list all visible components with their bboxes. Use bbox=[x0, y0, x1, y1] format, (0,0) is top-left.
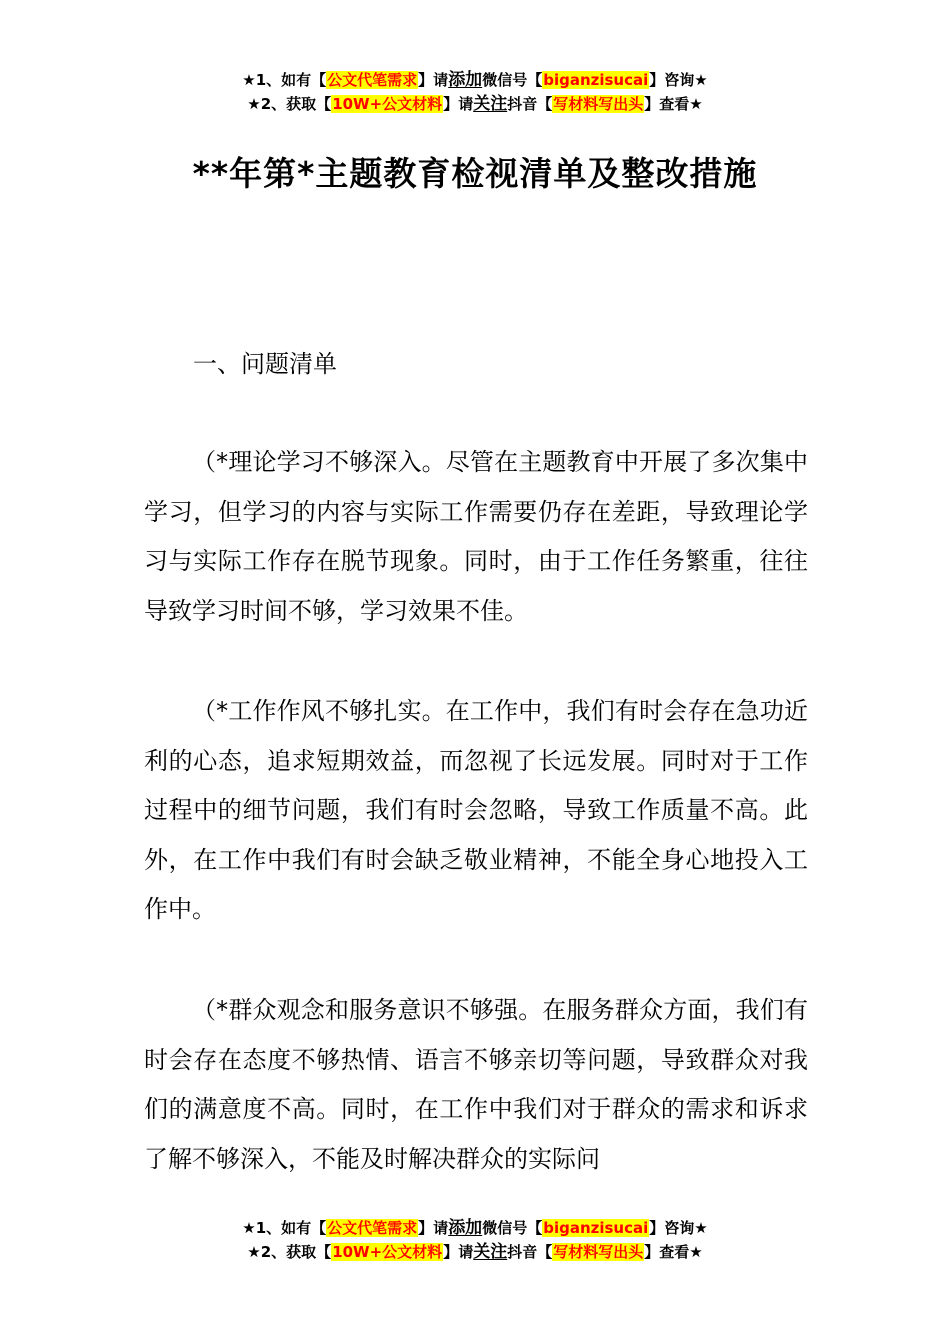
banner-text: 】请 bbox=[418, 71, 449, 89]
footer-banner bbox=[0, 1216, 950, 1264]
wechat-id: biganzisucai bbox=[543, 1219, 649, 1237]
banner-line-2 bbox=[0, 92, 950, 116]
highlight-text: 公文代笔需求 bbox=[327, 71, 418, 89]
banner-text: 抖音【 bbox=[507, 95, 553, 113]
banner-text: 】查看★ bbox=[644, 95, 703, 113]
underlined-text: 关注 bbox=[473, 94, 508, 114]
banner-text: ★2、获取【 bbox=[247, 1243, 332, 1261]
underlined-text: 关注 bbox=[473, 1242, 508, 1262]
banner-text: 微信号【 bbox=[482, 1219, 543, 1237]
banner-text: 微信号【 bbox=[482, 71, 543, 89]
header-banner bbox=[0, 68, 950, 116]
highlight-text: 10W+公文材料 bbox=[332, 1243, 443, 1261]
paragraph-public-service: （*群众观念和服务意识不够强。在服务群众方面，我们有时会存在态度不够热情、语言不够亲切等问题，导致群众对我们的满意度不高。同时，在工作中我们对于群众的需求和诉求了解不够深入，不能及时解决群众的实际问 bbox=[144, 996, 808, 1173]
section-heading: 一、问题清单 bbox=[193, 350, 337, 378]
wechat-id: biganzisucai bbox=[543, 71, 649, 89]
banner-text: ★2、获取【 bbox=[247, 95, 332, 113]
banner-text: 抖音【 bbox=[507, 1243, 553, 1261]
banner-line-1 bbox=[0, 68, 950, 92]
banner-text: 】咨询★ bbox=[649, 1219, 708, 1237]
douyin-id: 写材料写出头 bbox=[553, 95, 644, 113]
banner-line-2 bbox=[0, 1240, 950, 1264]
douyin-id: 写材料写出头 bbox=[553, 1243, 644, 1261]
banner-text: ★1、如有【 bbox=[242, 1219, 327, 1237]
paragraph-theory-study: （*理论学习不够深入。尽管在主题教育中开展了多次集中学习，但学习的内容与实际工作需要仍存在差距，导致理论学习与实际工作存在脱节现象。同时，由于工作任务繁重，往往导致学习时间不够，学习效果不佳。 bbox=[144, 448, 808, 625]
underlined-text: 添加 bbox=[448, 1218, 483, 1238]
banner-text: 】请 bbox=[443, 95, 474, 113]
document-title: **年第*主题教育检视清单及整改措施 bbox=[192, 154, 758, 193]
banner-text: ★1、如有【 bbox=[242, 71, 327, 89]
underlined-text: 添加 bbox=[448, 70, 483, 90]
banner-text: 】咨询★ bbox=[649, 71, 708, 89]
banner-text: 】请 bbox=[443, 1243, 474, 1261]
banner-text: 】请 bbox=[418, 1219, 449, 1237]
highlight-text: 公文代笔需求 bbox=[327, 1219, 418, 1237]
banner-text: 】查看★ bbox=[644, 1243, 703, 1261]
paragraph-work-style: （*工作作风不够扎实。在工作中，我们有时会存在急功近利的心态，追求短期效益，而忽视了长远发展。同时对于工作过程中的细节问题，我们有时会忽略，导致工作质量不高。此外，在工作中我们有时会缺乏敬业精神，不能全身心地投入工作中。 bbox=[144, 697, 808, 923]
highlight-text: 10W+公文材料 bbox=[332, 95, 443, 113]
banner-line-1 bbox=[0, 1216, 950, 1240]
